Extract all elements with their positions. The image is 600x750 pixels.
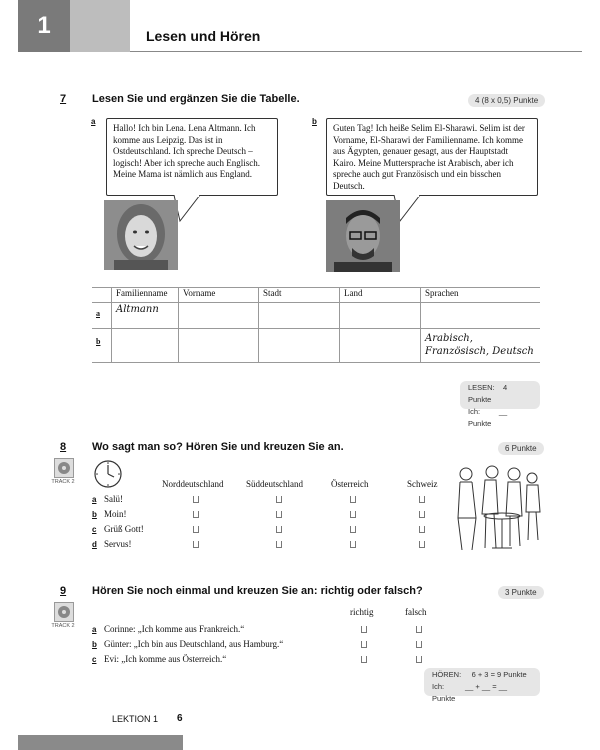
- greeting-text: Moin!: [104, 509, 127, 519]
- exercise-9-points-badge: 3 Punkte: [498, 586, 544, 599]
- checkbox[interactable]: [276, 541, 282, 548]
- column-header-sueddeutschland: Süddeutschland: [246, 479, 303, 489]
- exercise-8-points-badge: 6 Punkte: [498, 442, 544, 455]
- table-cell[interactable]: [259, 302, 340, 328]
- checkbox[interactable]: [193, 541, 199, 548]
- speech-bubble-b: Guten Tag! Ich heiße Selim El-Sharawi. Selim ist der Vorname, El-Sharawi der Familienname. Ich komme aus Ägypten, genauer gesagt, aus der Hauptstadt Kairo. Meine Muttersprache ist Arabisch, aber ich spreche auch gut Französisch und ein bisschen Deutsch.: [326, 118, 538, 196]
- man-portrait-icon: [326, 200, 400, 272]
- table-header-vorname: Vorname: [179, 288, 259, 302]
- row-letter: a: [92, 495, 97, 504]
- score-value: __ Punkte: [468, 407, 508, 428]
- row-letter: b: [92, 640, 97, 649]
- audio-track-icon[interactable]: [54, 602, 74, 622]
- checkbox[interactable]: [419, 541, 425, 548]
- row-letter: d: [92, 540, 97, 549]
- greeting-text: Grüß Gott!: [104, 524, 144, 534]
- greeting-text: Servus!: [104, 539, 132, 549]
- checkbox[interactable]: [416, 626, 422, 633]
- statement-text: Corinne: „Ich komme aus Frankreich.“: [104, 624, 245, 634]
- exercise-7-title: Lesen Sie und ergänzen Sie die Tabelle.: [92, 93, 300, 105]
- table-cell[interactable]: Altmann: [112, 302, 179, 328]
- table-cell[interactable]: [259, 328, 340, 362]
- checkbox[interactable]: [361, 641, 367, 648]
- track-label: TRACK 2: [51, 623, 75, 629]
- checkbox[interactable]: [276, 511, 282, 518]
- checkbox[interactable]: [193, 496, 199, 503]
- statement-text: Günter: „Ich bin aus Deutschland, aus Hamburg.“: [104, 639, 284, 649]
- chapter-title: Lesen und Hören: [146, 28, 261, 44]
- text-a-label: a: [91, 117, 96, 126]
- clock-icon: [92, 459, 124, 489]
- column-header-norddeutschland: Norddeutschland: [162, 479, 224, 489]
- table-cell[interactable]: Arabisch, Französisch, Deutsch: [421, 328, 541, 362]
- table-cell[interactable]: [340, 328, 421, 362]
- checkbox[interactable]: [419, 496, 425, 503]
- row-letter: c: [92, 655, 97, 664]
- table-corner: [92, 288, 112, 302]
- score-value: __ + __ = __ Punkte: [432, 682, 508, 703]
- score-value: 6 + 3 = 9 Punkte: [471, 670, 527, 679]
- exercise-9-number: 9: [60, 585, 67, 597]
- column-header-falsch: falsch: [405, 607, 427, 617]
- track-label: TRACK 2: [51, 479, 75, 485]
- footer-band: [18, 735, 183, 750]
- checkbox[interactable]: [193, 526, 199, 533]
- table-header-land: Land: [340, 288, 421, 302]
- speech-bubble-a: Hallo! Ich bin Lena. Lena Altmann. Ich komme aus Leipzig. Das ist in Ostdeutschland. Ich spreche Deutsch – logisch! Aber ich spreche auch Englisch. Meine Mama ist nämlich aus England.: [106, 118, 278, 196]
- table-cell[interactable]: [179, 328, 259, 362]
- checkbox[interactable]: [276, 496, 282, 503]
- checkbox[interactable]: [416, 641, 422, 648]
- statement-text: Evi: „Ich komme aus Österreich.“: [104, 654, 227, 664]
- score-label: HÖREN:: [432, 670, 462, 679]
- ex7-table: [92, 288, 540, 362]
- row-letter: c: [92, 525, 97, 534]
- exercise-8-number: 8: [60, 441, 67, 453]
- table-header-familienname: Familienname: [112, 288, 179, 302]
- table-row: [92, 302, 540, 328]
- woman-portrait-icon: [104, 200, 178, 270]
- table-cell[interactable]: [179, 302, 259, 328]
- checkbox[interactable]: [416, 656, 422, 663]
- exercise-7-number: 7: [60, 93, 67, 105]
- listening-score-box: [424, 668, 540, 703]
- checkbox[interactable]: [193, 511, 199, 518]
- exercise-7-points-badge: 4 (8 x 0,5) Punkte: [468, 94, 545, 107]
- checkbox[interactable]: [276, 526, 282, 533]
- table-bottom-rule: [92, 362, 540, 363]
- greeting-text: Salü!: [104, 494, 123, 504]
- header-rule: [130, 51, 582, 52]
- row-label: a: [96, 309, 100, 318]
- score-value: 4 Punkte: [468, 383, 508, 404]
- row-label: b: [96, 337, 101, 346]
- score-label: LESEN:: [468, 383, 495, 392]
- checkbox[interactable]: [361, 656, 367, 663]
- checkbox[interactable]: [361, 626, 367, 633]
- checkbox[interactable]: [350, 541, 356, 548]
- row-letter: b: [92, 510, 97, 519]
- checkbox[interactable]: [350, 526, 356, 533]
- photo-selim: [326, 200, 400, 272]
- checkbox[interactable]: [419, 511, 425, 518]
- table-cell[interactable]: [340, 302, 421, 328]
- reading-score-box: [460, 381, 540, 428]
- row-letter: a: [92, 625, 97, 634]
- footer-page-number: 6: [177, 713, 183, 724]
- score-label: Ich:: [468, 407, 481, 416]
- column-header-schweiz: Schweiz: [407, 479, 438, 489]
- table-cell[interactable]: [421, 302, 541, 328]
- table-header-stadt: Stadt: [259, 288, 340, 302]
- people-illustration: [452, 460, 546, 552]
- footer-lesson: LEKTION 1: [112, 714, 159, 724]
- chapter-number: 1: [18, 0, 70, 52]
- checkbox[interactable]: [419, 526, 425, 533]
- checkbox[interactable]: [350, 496, 356, 503]
- table-header-sprachen: Sprachen: [421, 288, 541, 302]
- photo-lena: [104, 200, 178, 270]
- table-row: [92, 328, 540, 362]
- exercise-8-title: Wo sagt man so? Hören Sie und kreuzen Sie an.: [92, 441, 344, 453]
- score-label: Ich:: [432, 682, 445, 691]
- audio-track-icon[interactable]: [54, 458, 74, 478]
- exercise-9-title: Hören Sie noch einmal und kreuzen Sie an: richtig oder falsch?: [92, 585, 423, 597]
- checkbox[interactable]: [350, 511, 356, 518]
- chapter-band: [70, 0, 130, 52]
- text-b-label: b: [312, 117, 317, 126]
- column-header-oesterreich: Österreich: [331, 479, 369, 489]
- table-cell[interactable]: [112, 328, 179, 362]
- column-header-richtig: richtig: [350, 607, 374, 617]
